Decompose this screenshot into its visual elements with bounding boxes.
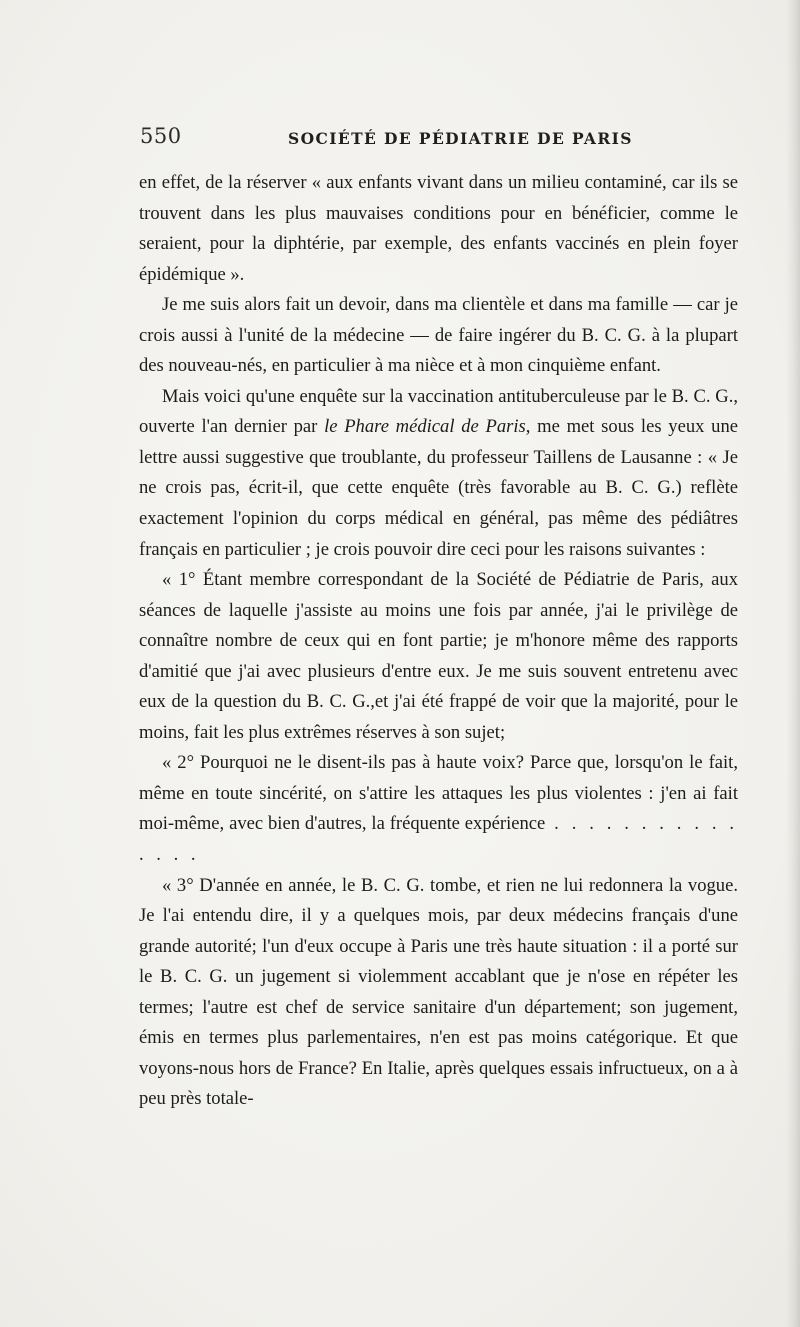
page-header bbox=[140, 124, 740, 154]
journal-title: le Phare médical de Paris bbox=[324, 416, 526, 438]
page-spine-shadow bbox=[786, 0, 800, 1327]
paragraph-point-1: « 1° Étant membre correspondant de la Société de Pédiatrie de Paris, aux séances de laquelle j'assiste au moins une fois par année, j'ai le privilège de connaître nombre de ceux qui en font partie; je m'honore même des rapports d'amitié que j'ai avec plusieurs d'entre eux. Je me suis souvent entretenu avec eux de la question du B. C. G.,et j'ai été frappé de voir que la majorité, pour le moins, fait les plus extrêmes réserves à son sujet; bbox=[139, 569, 738, 743]
paragraph-enquete-part-a: Mais voici qu'une enquête sur la vaccination antituberculeuse par le B. C. G., ouverte l'an dernier par bbox=[139, 385, 738, 438]
paragraph-point-2-text: « 2° Pourquoi ne le disent-ils pas à haute voix? Parce que, lorsqu'on le fait, même en toute sincérité, on s'attire les attaques les plus violentes : j'en ai fait moi-même, avec bien d'autres, la fréquente expérience bbox=[139, 752, 738, 835]
paragraph-enquete bbox=[139, 382, 738, 565]
running-title: SOCIÉTÉ DE PÉDIATRIE DE PARIS bbox=[288, 129, 633, 148]
page-number: 550 bbox=[140, 124, 182, 148]
paragraph-enquete-part-b: , me met sous les yeux une lettre aussi suggestive que troublante, du professeur Taillens de Lausanne : « Je ne crois pas, écrit-il, que cette enquête (très favorable au B. C. G.) reflète exactement l'opinion du corps médical en général, pas même des pédiâtres français en particulier ; je crois pouvoir dire ceci pour les raisons suivantes : bbox=[139, 416, 738, 560]
paragraph-continuation: en effet, de la réserver « aux enfants vivant dans un milieu contaminé, car ils se trouvent dans les plus mauvaises conditions pour en bénéficier, comme le seraient, pour la diphtérie, par exemple, des enfants vaccinés en plein foyer épidémique ». bbox=[139, 172, 738, 285]
paragraph-bcg-family: Je me suis alors fait un devoir, dans ma clientèle et dans ma famille — car je crois aussi à l'unité de la médecine — de faire ingérer du B. C. G. à la plupart des nouveau-nés, en particulier à ma nièce et à mon cinquième enfant. bbox=[139, 294, 738, 377]
paragraph-point-3: « 3° D'année en année, le B. C. G. tombe, et rien ne lui redonnera la vogue. Je l'ai entendu dire, il y a quelques mois, par deux médecins français d'une grande autorité; l'un d'eux occupe à Paris une très haute situation : il a porté sur le B. C. G. un jugement si violemment accablant que je n'ose en répéter les termes; l'autre est chef de service sanitaire d'un département; son jugement, émis en termes plus parlementaires, n'en est pas moins catégorique. Et que voyons-nous hors de France? En Italie, après quelques essais infructueux, on a à peu près totale- bbox=[139, 874, 738, 1110]
paragraph-point-2 bbox=[139, 748, 738, 870]
ellipsis-dots: . . . . . . . . . . . . . . . bbox=[139, 813, 739, 866]
body-text bbox=[139, 168, 738, 1115]
